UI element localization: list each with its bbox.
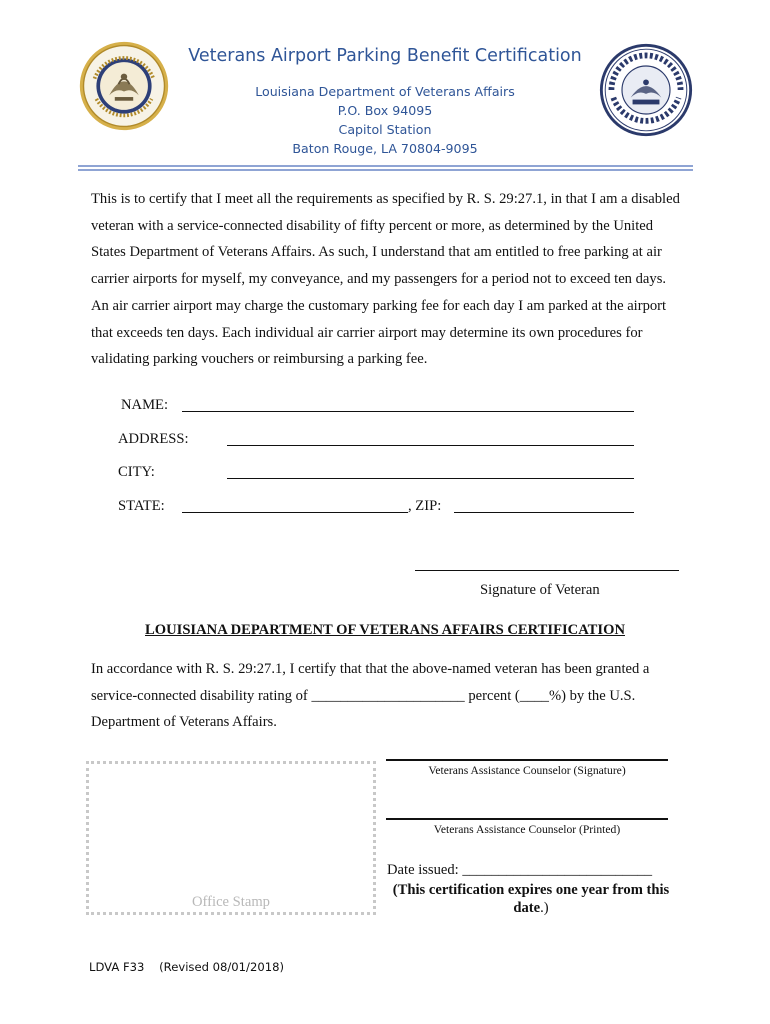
agency-po-box: P.O. Box 94095 [337,103,433,118]
department-statement-line-3: Department of Veterans Affairs. [91,714,277,731]
zip-label: , ZIP: [408,498,442,514]
department-statement-line-1: In accordance with R. S. 29:27.1, I certify that that the above-named veteran has been granted a [91,661,650,677]
name-label: NAME: [121,397,169,413]
state-field[interactable] [182,512,408,513]
department-certification-statement [91,656,681,736]
department-statement-line-2: service-connected disability rating of _____________________ percent (____%) by the U.S. [91,687,636,704]
agency-name: Louisiana Department of Veterans Affairs [255,84,515,99]
header-divider [78,165,693,171]
counselor-printed-name-field[interactable] [386,818,668,820]
certification-statement: This is to certify that I meet all the requirements as specified by R. S. 29:27.1, in that I am a disabled veteran with a service-connected disability of fifty percent or more, as determined by the United States Department of Veterans Affairs. As such, I understand that am entitled to free parking at air carrier airports for myself, my conveyance, and my passengers for a period not to exceed ten days. An air carrier airport may charge the customary parking fee for each day I am parked at the airport that exceeds ten days. Each individual air carrier airport may determine its own procedures for validating parking vouchers or reimbursing a parking fee. [91,191,680,368]
agency-city-zip: Baton Rouge, LA 70804-9095 [292,141,478,156]
zip-field[interactable] [454,512,634,513]
office-stamp-box[interactable] [86,761,376,915]
address-field[interactable] [227,445,634,446]
office-stamp-label: Office Stamp [192,894,270,910]
counselor-printed-name-label: Veterans Assistance Counselor (Printed) [433,823,621,836]
form-number-footer: LDVA F33 (Revised 08/01/2018) [89,960,284,974]
veteran-signature-label: Signature of Veteran [480,582,600,598]
city-field[interactable] [227,478,634,479]
state-label: STATE: [118,498,165,514]
expiration-note-bold: (This certification expires one year from this date [392,882,670,916]
address-label: ADDRESS: [118,431,189,447]
form-title: Veterans Airport Parking Benefit Certification [188,46,582,66]
department-certification-heading: LOUISIANA DEPARTMENT OF VETERANS AFFAIRS CERTIFICATION [145,622,625,638]
counselor-signature-field[interactable] [386,759,668,761]
name-field[interactable] [182,411,634,412]
agency-address [0,82,770,158]
counselor-signature-label: Veterans Assistance Counselor (Signature) [428,764,626,777]
agency-station: Capitol Station [338,122,432,137]
date-issued-field[interactable]: Date issued: __________________________ [387,862,653,878]
expiration-note [387,881,675,917]
city-label: CITY: [118,464,155,480]
veteran-signature-field[interactable] [415,570,679,571]
expiration-note-tail: .) [540,900,549,916]
